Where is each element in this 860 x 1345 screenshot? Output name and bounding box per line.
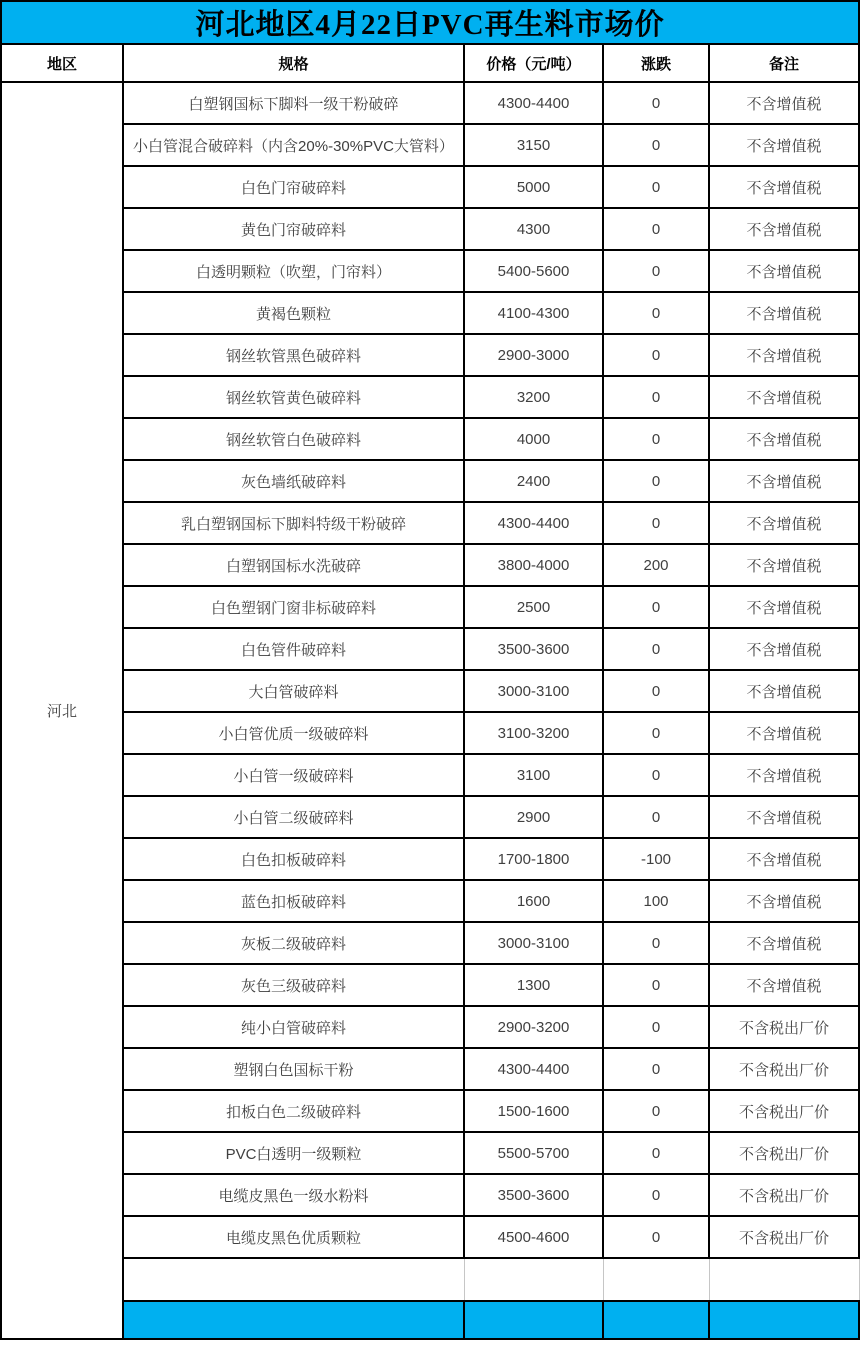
table-row — [1, 334, 859, 376]
change-cell: 0 — [603, 1132, 709, 1174]
note-cell: 不含增值税 — [709, 670, 859, 712]
price-cell: 1700-1800 — [464, 838, 603, 880]
price-cell: 1500-1600 — [464, 1090, 603, 1132]
table-row — [1, 460, 859, 502]
note-cell: 不含增值税 — [709, 628, 859, 670]
change-cell: 0 — [603, 124, 709, 166]
note-cell: 不含增值税 — [709, 754, 859, 796]
column-header-region: 地区 — [1, 44, 123, 82]
price-cell: 3200 — [464, 376, 603, 418]
accent-bar-cell — [709, 1301, 859, 1339]
change-cell: 0 — [603, 1006, 709, 1048]
spec-cell: 白塑钢国标下脚料一级干粉破碎 — [123, 82, 464, 124]
change-cell: 0 — [603, 964, 709, 1006]
change-cell: 0 — [603, 1090, 709, 1132]
spec-cell: 白塑钢国标水洗破碎 — [123, 544, 464, 586]
spec-cell: 灰板二级破碎料 — [123, 922, 464, 964]
table-row — [1, 628, 859, 670]
price-cell: 3500-3600 — [464, 1174, 603, 1216]
spec-cell: 白色扣板破碎料 — [123, 838, 464, 880]
note-cell: 不含增值税 — [709, 502, 859, 544]
accent-bar-row — [1, 1301, 859, 1339]
empty-cell — [123, 1258, 464, 1301]
spec-cell: 塑钢白色国标干粉 — [123, 1048, 464, 1090]
note-cell: 不含增值税 — [709, 250, 859, 292]
change-cell: 200 — [603, 544, 709, 586]
note-cell: 不含增值税 — [709, 880, 859, 922]
note-cell: 不含增值税 — [709, 460, 859, 502]
table-row — [1, 796, 859, 838]
spec-cell: 灰色墙纸破碎料 — [123, 460, 464, 502]
spec-cell: 白色门帘破碎料 — [123, 166, 464, 208]
table-row — [1, 376, 859, 418]
change-cell: 0 — [603, 712, 709, 754]
price-cell: 2400 — [464, 460, 603, 502]
table-row — [1, 502, 859, 544]
price-cell: 3100 — [464, 754, 603, 796]
empty-cell — [464, 1258, 603, 1301]
note-cell: 不含增值税 — [709, 166, 859, 208]
change-cell: 0 — [603, 796, 709, 838]
table-row — [1, 586, 859, 628]
column-header-price: 价格（元/吨） — [464, 44, 603, 82]
note-cell: 不含增值税 — [709, 838, 859, 880]
accent-bar-cell — [603, 1301, 709, 1339]
note-cell: 不含增值税 — [709, 376, 859, 418]
price-cell: 4000 — [464, 418, 603, 460]
table-body — [1, 82, 859, 1339]
table-row — [1, 544, 859, 586]
column-header-spec: 规格 — [123, 44, 464, 82]
note-cell: 不含增值税 — [709, 124, 859, 166]
table-row — [1, 1006, 859, 1048]
column-header-change: 涨跌 — [603, 44, 709, 82]
change-cell: 0 — [603, 628, 709, 670]
column-header-note: 备注 — [709, 44, 859, 82]
note-cell: 不含增值税 — [709, 544, 859, 586]
spec-cell: 白色塑钢门窗非标破碎料 — [123, 586, 464, 628]
spec-cell: 白透明颗粒（吹塑，门帘料） — [123, 250, 464, 292]
note-cell: 不含增值税 — [709, 292, 859, 334]
spec-cell: 电缆皮黑色一级水粉料 — [123, 1174, 464, 1216]
empty-row — [1, 1258, 859, 1301]
change-cell: 0 — [603, 418, 709, 460]
note-cell: 不含税出厂价 — [709, 1132, 859, 1174]
note-cell: 不含增值税 — [709, 796, 859, 838]
change-cell: -100 — [603, 838, 709, 880]
price-cell: 5500-5700 — [464, 1132, 603, 1174]
spec-cell: 扣板白色二级破碎料 — [123, 1090, 464, 1132]
spec-cell: 乳白塑钢国标下脚料特级干粉破碎 — [123, 502, 464, 544]
accent-bar-cell — [123, 1301, 464, 1339]
price-cell: 2900-3000 — [464, 334, 603, 376]
note-cell: 不含增值税 — [709, 334, 859, 376]
note-cell: 不含税出厂价 — [709, 1090, 859, 1132]
change-cell: 0 — [603, 334, 709, 376]
note-cell: 不含增值税 — [709, 712, 859, 754]
price-cell: 2900-3200 — [464, 1006, 603, 1048]
note-cell: 不含增值税 — [709, 82, 859, 124]
note-cell: 不含增值税 — [709, 964, 859, 1006]
price-cell: 1300 — [464, 964, 603, 1006]
spec-cell: 小白管优质一级破碎料 — [123, 712, 464, 754]
empty-cell — [603, 1258, 709, 1301]
price-cell: 3000-3100 — [464, 922, 603, 964]
page-title: 河北地区4月22日PVC再生料市场价 — [1, 1, 859, 44]
table-row — [1, 124, 859, 166]
table-row — [1, 670, 859, 712]
price-cell: 2900 — [464, 796, 603, 838]
change-cell: 0 — [603, 292, 709, 334]
table-row — [1, 754, 859, 796]
table-row — [1, 1048, 859, 1090]
price-cell: 3100-3200 — [464, 712, 603, 754]
table-row — [1, 1174, 859, 1216]
note-cell: 不含增值税 — [709, 418, 859, 460]
price-cell: 3150 — [464, 124, 603, 166]
empty-cell — [709, 1258, 859, 1301]
spec-cell: 小白管混合破碎料（内含20%-30%PVC大管料） — [123, 124, 464, 166]
price-cell: 2500 — [464, 586, 603, 628]
region-cell: 河北 — [1, 82, 123, 1339]
note-cell: 不含增值税 — [709, 586, 859, 628]
price-cell: 4300-4400 — [464, 1048, 603, 1090]
price-cell: 1600 — [464, 880, 603, 922]
change-cell: 0 — [603, 502, 709, 544]
price-cell: 3800-4000 — [464, 544, 603, 586]
price-cell: 4300-4400 — [464, 502, 603, 544]
table-row — [1, 964, 859, 1006]
note-cell: 不含税出厂价 — [709, 1048, 859, 1090]
note-cell: 不含税出厂价 — [709, 1174, 859, 1216]
spec-cell: 小白管一级破碎料 — [123, 754, 464, 796]
change-cell: 0 — [603, 376, 709, 418]
spec-cell: 小白管二级破碎料 — [123, 796, 464, 838]
table-row — [1, 1090, 859, 1132]
table-row — [1, 1132, 859, 1174]
table-row — [1, 418, 859, 460]
table-row — [1, 880, 859, 922]
table-row — [1, 922, 859, 964]
note-cell: 不含增值税 — [709, 208, 859, 250]
table-row — [1, 82, 859, 124]
note-cell: 不含税出厂价 — [709, 1216, 859, 1258]
change-cell: 0 — [603, 1174, 709, 1216]
change-cell: 0 — [603, 460, 709, 502]
price-cell: 5000 — [464, 166, 603, 208]
price-cell: 3500-3600 — [464, 628, 603, 670]
change-cell: 0 — [603, 670, 709, 712]
spec-cell: 灰色三级破碎料 — [123, 964, 464, 1006]
price-cell: 4300-4400 — [464, 82, 603, 124]
price-cell: 4300 — [464, 208, 603, 250]
change-cell: 0 — [603, 166, 709, 208]
change-cell: 0 — [603, 754, 709, 796]
change-cell: 0 — [603, 1216, 709, 1258]
change-cell: 100 — [603, 880, 709, 922]
price-cell: 3000-3100 — [464, 670, 603, 712]
table-row — [1, 838, 859, 880]
price-cell: 4100-4300 — [464, 292, 603, 334]
spec-cell: 大白管破碎料 — [123, 670, 464, 712]
spec-cell: 白色管件破碎料 — [123, 628, 464, 670]
spec-cell: 钢丝软管白色破碎料 — [123, 418, 464, 460]
accent-bar-cell — [464, 1301, 603, 1339]
change-cell: 0 — [603, 82, 709, 124]
change-cell: 0 — [603, 208, 709, 250]
table-row — [1, 250, 859, 292]
change-cell: 0 — [603, 1048, 709, 1090]
note-cell: 不含增值税 — [709, 922, 859, 964]
note-cell: 不含税出厂价 — [709, 1006, 859, 1048]
spec-cell: 钢丝软管黄色破碎料 — [123, 376, 464, 418]
change-cell: 0 — [603, 250, 709, 292]
spec-cell: 蓝色扣板破碎料 — [123, 880, 464, 922]
title-row — [1, 1, 859, 44]
price-cell: 5400-5600 — [464, 250, 603, 292]
change-cell: 0 — [603, 922, 709, 964]
price-cell: 4500-4600 — [464, 1216, 603, 1258]
table-row — [1, 166, 859, 208]
table-row — [1, 292, 859, 334]
spec-cell: 纯小白管破碎料 — [123, 1006, 464, 1048]
table-row — [1, 712, 859, 754]
header-row — [1, 44, 859, 82]
spec-cell: 黄褐色颗粒 — [123, 292, 464, 334]
table-row — [1, 208, 859, 250]
spec-cell: 电缆皮黑色优质颗粒 — [123, 1216, 464, 1258]
change-cell: 0 — [603, 586, 709, 628]
spec-cell: PVC白透明一级颗粒 — [123, 1132, 464, 1174]
spec-cell: 钢丝软管黑色破碎料 — [123, 334, 464, 376]
table-row — [1, 1216, 859, 1258]
spec-cell: 黄色门帘破碎料 — [123, 208, 464, 250]
